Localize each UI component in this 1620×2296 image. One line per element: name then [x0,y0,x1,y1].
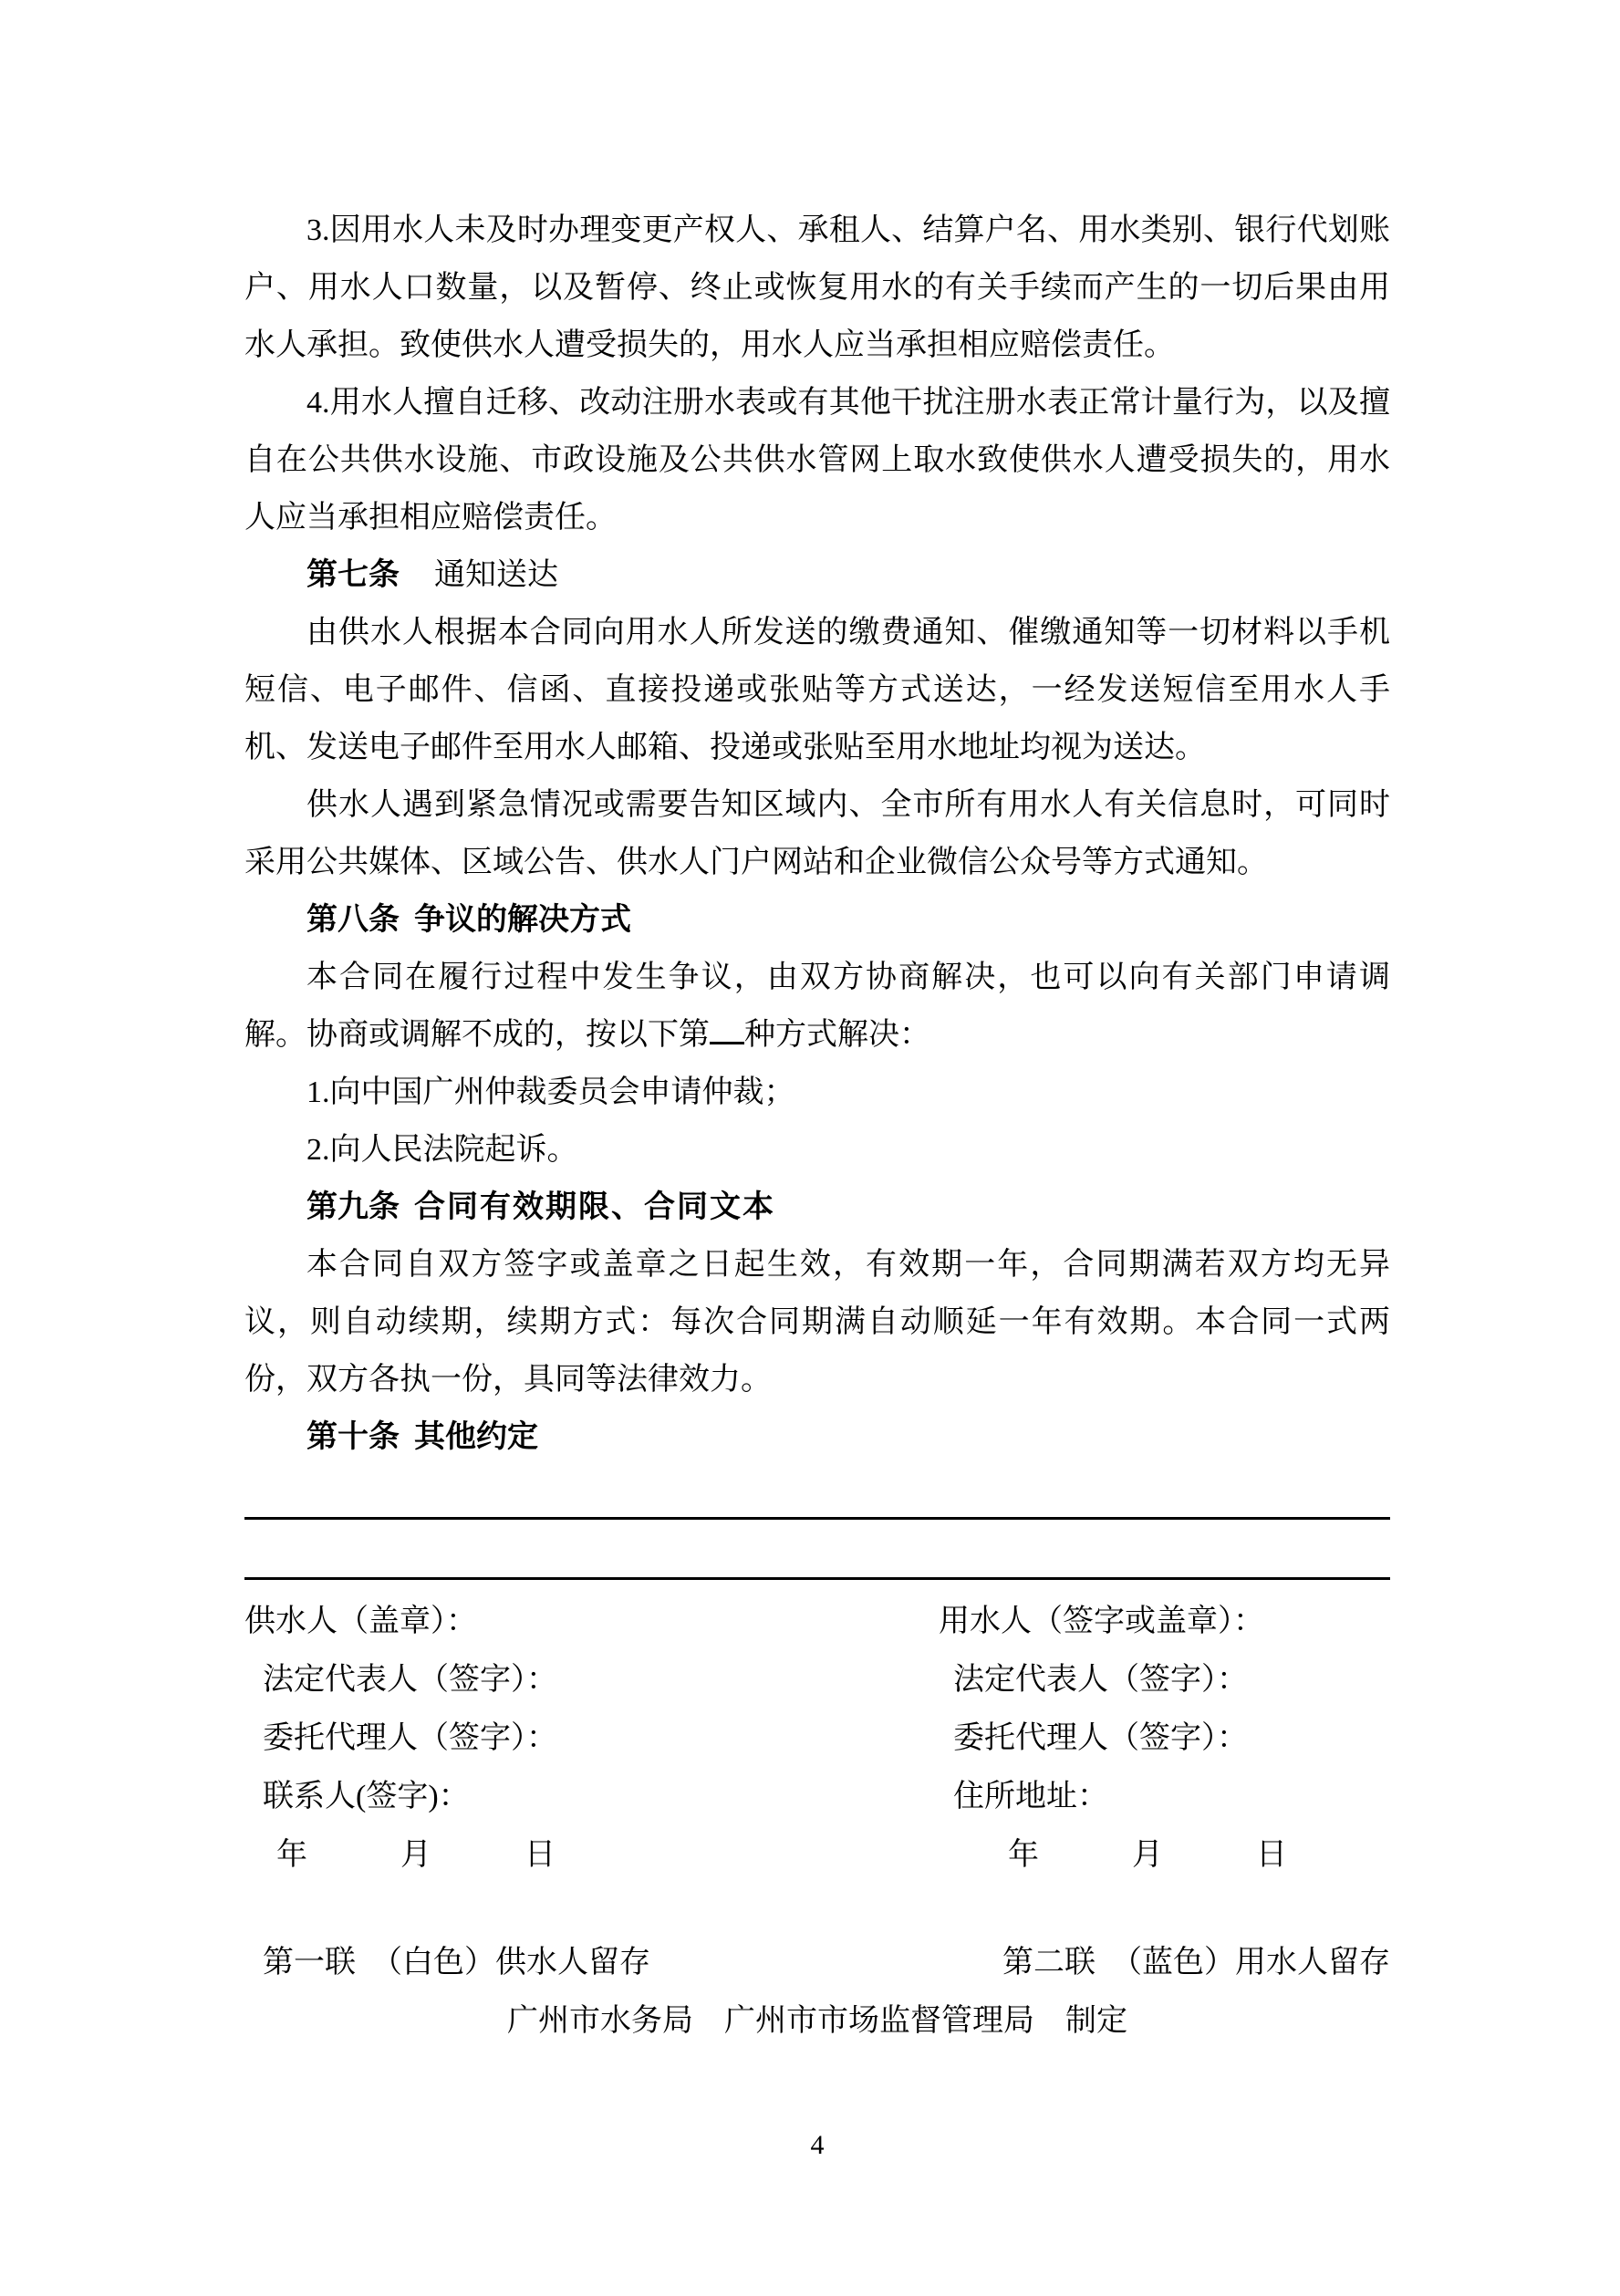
article-9-heading [244,1179,1390,1236]
article-8-intro-after-blank: 种方式解决： [744,1018,930,1052]
supplier-date-label: 年 月 日 [276,1838,556,1872]
clause-3-paragraph: 3.因用水人未及时办理变更产权人、承租人、结算户名、用水类别、银行代划账户、用水人口数量，以及暂停、终止或恢复用水的有关手续而产生的一切后果由用水人承担。致使供水人遭受损失的，用水人应当承担相应赔偿责任。 [244,213,1390,362]
user-date-label: 年 月 日 [1008,1838,1287,1872]
blank-underline [710,1013,744,1044]
user-legal-rep-label: 法定代表人（签字）： [953,1663,1248,1697]
copy-1-note: 第一联 （白色）供水人留存 [263,1946,650,1979]
article-7-number: 第七条 [306,557,400,592]
other-terms-blank-line-2 [244,1577,1390,1580]
contract-body [244,202,1390,1466]
article-7-paragraph-1: 由供水人根据本合同向用水人所发送的缴费通知、催缴通知等一切材料以手机短信、电子邮件、信函、直接投递或张贴等方式送达，一经发送短信至用水人手机、发送电子邮件至用水人邮箱、投递或张贴至用水地址均视为送达。 [244,616,1390,764]
signature-row-agent [244,1709,1390,1768]
clause-4-paragraph: 4.用水人擅自迁移、改动注册水表或有其他干扰注册水表正常计量行为，以及擅自在公共供水设施、市政设施及公共供水管网上取水致使供水人遭受损失的，用水人应当承担相应赔偿责任。 [244,386,1390,535]
article-8-intro-paragraph [244,949,1390,1064]
article-10-heading [244,1408,1390,1466]
article-8-number: 第八条 [306,902,400,937]
supplier-agent-label: 委托代理人（签字）： [263,1721,557,1755]
signature-block [244,1593,1390,1885]
article-10-number: 第十条 [306,1419,400,1454]
other-terms-blank-line-1 [244,1517,1390,1520]
article-7-title: 通知送达 [434,558,558,592]
page-number: 4 [810,2130,825,2160]
supplier-legal-rep-label: 法定代表人（签字）： [263,1663,557,1697]
article-7-paragraph-2: 供水人遇到紧急情况或需要告知区域内、全市所有用水人有关信息时，可同时采用公共媒体、区域公告、供水人门户网站和企业微信公众号等方式通知。 [244,788,1390,879]
article-8-title: 争议的解决方式 [414,902,631,937]
article-9-title: 合同有效期限、合同文本 [414,1190,775,1224]
article-9-number: 第九条 [306,1190,400,1224]
article-8-option-1: 1.向中国广州仲裁委员会申请仲裁； [306,1075,795,1109]
article-8-heading [244,891,1390,949]
user-agent-label: 委托代理人（签字）： [953,1721,1248,1755]
signature-row-legal-rep [244,1651,1390,1709]
supplier-contact-label: 联系人(签字)： [263,1780,470,1813]
signature-row-date [244,1826,1390,1885]
article-7-heading [244,546,1390,604]
supplier-seal-label: 供水人（盖章）： [244,1605,477,1638]
signature-row-seal [244,1593,1390,1651]
article-8-intro-before-blank: 本合同在履行过程中发生争议，由双方协商解决，也可以向有关部门申请调解。协商或调解不成的，按以下第 [244,961,1390,1052]
article-8-option-2: 2.向人民法院起诉。 [306,1133,578,1167]
issuer-line: 广州市水务局 广州市市场监督管理局 制定 [507,2004,1127,2038]
article-10-title: 其他约定 [414,1419,538,1454]
user-address-label: 住所地址： [953,1780,1108,1813]
user-seal-label: 用水人（签字或盖章）： [939,1605,1264,1638]
copy-note-row [244,1934,1390,1992]
copy-2-note: 第二联 （蓝色）用水人留存 [1002,1946,1390,1979]
signature-row-contact-address [244,1768,1390,1826]
article-9-paragraph-1: 本合同自双方签字或盖章之日起生效，有效期一年，合同期满若双方均无异议，则自动续期，续期方式：每次合同期满自动顺延一年有效期。本合同一式两份，双方各执一份，具同等法律效力。 [244,1248,1390,1397]
